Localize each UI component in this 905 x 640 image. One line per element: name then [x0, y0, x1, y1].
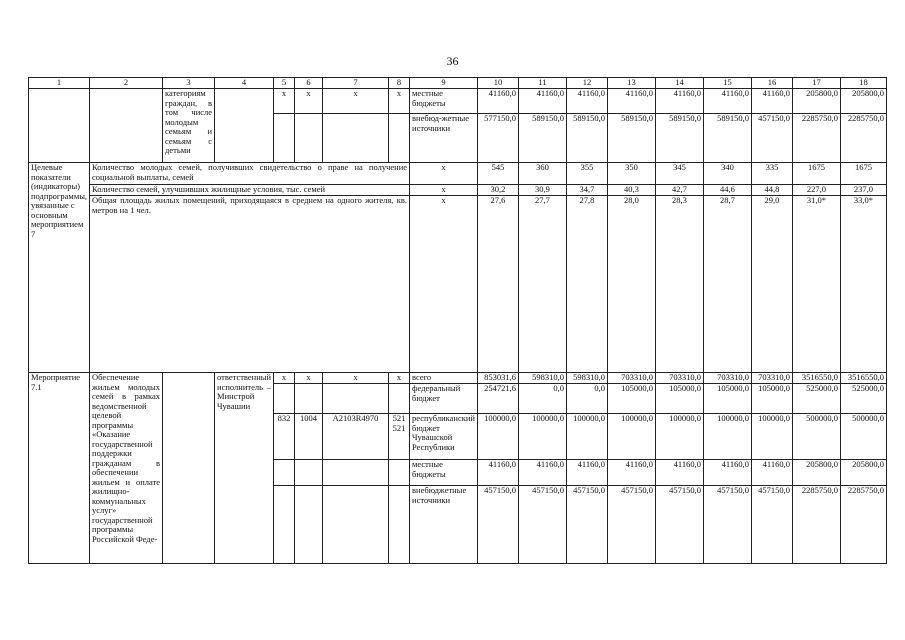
- indicator-value: 28,0: [607, 196, 655, 373]
- value-cell: 703310,0: [703, 373, 751, 384]
- code-cell: x: [323, 373, 389, 384]
- value-cell: 41160,0: [703, 460, 751, 486]
- value-cell: 41160,0: [477, 89, 518, 114]
- indicator-x: x: [410, 185, 478, 196]
- value-cell: 41160,0: [477, 460, 518, 486]
- value-cell: 703310,0: [655, 373, 703, 384]
- value-cell: 589150,0: [518, 114, 566, 163]
- code-cell: [274, 460, 295, 486]
- column-number: 10: [477, 78, 518, 89]
- funding-source: федеральный бюджет: [410, 384, 478, 414]
- empty-cell: [163, 373, 215, 564]
- column-number: 4: [215, 78, 274, 89]
- value-cell: 457150,0: [751, 114, 792, 163]
- value-cell: 589150,0: [607, 114, 655, 163]
- executor-cell: [215, 89, 274, 163]
- code-cell: [389, 384, 410, 414]
- grbs-code: 832: [274, 414, 295, 460]
- indicator-value: 44,6: [703, 185, 751, 196]
- value-cell: 703310,0: [751, 373, 792, 384]
- funding-source: местные бюджеты: [410, 460, 478, 486]
- value-cell: 457150,0: [607, 486, 655, 564]
- value-cell: 100000,0: [566, 414, 607, 460]
- indicator-value: 237,0: [840, 185, 886, 196]
- measure-name: Обеспечение жильем молодых семей в рамках ведомственной целевой программы «Оказание государственной поддержки гражданам в обеспечении жильем и оплате жилищно-коммунальных услуг» государственной программы Российской Феде-: [90, 373, 163, 564]
- value-cell: 100000,0: [518, 414, 566, 460]
- value-cell: 2285750,0: [792, 486, 840, 564]
- value-cell: 100000,0: [703, 414, 751, 460]
- value-cell: 525000,0: [792, 384, 840, 414]
- code-cell: x: [295, 373, 323, 384]
- code-cell: [323, 114, 389, 163]
- code-cell: x: [389, 89, 410, 114]
- column-number: 15: [703, 78, 751, 89]
- value-cell: 100000,0: [607, 414, 655, 460]
- funding-source: местные бюджеты: [410, 89, 478, 114]
- column-number: 16: [751, 78, 792, 89]
- indicator-value: 340: [703, 163, 751, 185]
- indicator-value: 44,8: [751, 185, 792, 196]
- code-cell: x: [274, 373, 295, 384]
- column-number: 13: [607, 78, 655, 89]
- indicator-value: 30,2: [477, 185, 518, 196]
- column-number: 7: [323, 78, 389, 89]
- column-number: 9: [410, 78, 478, 89]
- code-cell: [323, 486, 389, 564]
- value-cell: 703310,0: [607, 373, 655, 384]
- value-cell: 205800,0: [840, 460, 886, 486]
- value-cell: 589150,0: [703, 114, 751, 163]
- indicator-value: 1675: [792, 163, 840, 185]
- value-cell: 100000,0: [751, 414, 792, 460]
- value-cell: 105000,0: [703, 384, 751, 414]
- indicator-value: 345: [655, 163, 703, 185]
- value-cell: 41160,0: [566, 89, 607, 114]
- funding-source: внебюджетные источники: [410, 486, 478, 564]
- column-number: 12: [566, 78, 607, 89]
- program-table: [28, 77, 887, 564]
- indicator-value: 27,6: [477, 196, 518, 373]
- code-cell: [274, 114, 295, 163]
- code-cell: x: [295, 89, 323, 114]
- indicator-value: 360: [518, 163, 566, 185]
- value-cell: 41160,0: [607, 460, 655, 486]
- value-cell: 100000,0: [477, 414, 518, 460]
- indicator-value: 28,3: [655, 196, 703, 373]
- measure-row: [29, 373, 887, 384]
- value-cell: 457150,0: [518, 486, 566, 564]
- indicator-value: 1675: [840, 163, 886, 185]
- continuation-cell: [29, 89, 90, 163]
- value-cell: 41160,0: [518, 460, 566, 486]
- indicator-value: 40,3: [607, 185, 655, 196]
- code-cell: [389, 486, 410, 564]
- value-cell: 500000,0: [792, 414, 840, 460]
- value-cell: 589150,0: [655, 114, 703, 163]
- indicators-label: Целевые показатели (индикаторы) подпрограммы, увязанные с основным мероприятием 7: [29, 163, 90, 373]
- code-cell: [295, 114, 323, 163]
- indicator-row: [29, 196, 887, 373]
- value-cell: 457150,0: [566, 486, 607, 564]
- code-cell: [274, 384, 295, 414]
- indicator-value: 28,7: [703, 196, 751, 373]
- value-cell: 589150,0: [566, 114, 607, 163]
- code-cell: [295, 384, 323, 414]
- value-cell: 41160,0: [607, 89, 655, 114]
- value-cell: 100000,0: [655, 414, 703, 460]
- value-cell: 598310,0: [518, 373, 566, 384]
- table-body: [29, 78, 887, 564]
- indicator-x: x: [410, 196, 478, 373]
- indicator-value: 29,0: [751, 196, 792, 373]
- code-cell: [295, 460, 323, 486]
- column-number: 17: [792, 78, 840, 89]
- target-group: категориям граждан, в том числе молодым семьям и семьям с детьми: [163, 89, 215, 163]
- indicator-name: Количество семей, улучшивших жилищные условия, тыс. семей: [90, 185, 410, 196]
- value-cell: 41160,0: [703, 89, 751, 114]
- indicator-value: 31,0*: [792, 196, 840, 373]
- code-cell: x: [389, 373, 410, 384]
- indicator-name: Количество молодых семей, получивших свидетельство о праве на получение социальной выплаты, семей: [90, 163, 410, 185]
- funding-source: всего: [410, 373, 478, 384]
- continuation-cell: [90, 89, 163, 163]
- indicator-value: 355: [566, 163, 607, 185]
- value-cell: 41160,0: [655, 460, 703, 486]
- value-cell: 205800,0: [840, 89, 886, 114]
- indicator-value: 27,7: [518, 196, 566, 373]
- value-cell: 205800,0: [792, 460, 840, 486]
- value-cell: 500000,0: [840, 414, 886, 460]
- table-row: [29, 89, 887, 114]
- column-number: 1: [29, 78, 90, 89]
- indicator-value: 42,7: [655, 185, 703, 196]
- value-cell: 41160,0: [566, 460, 607, 486]
- value-cell: 0,0: [518, 384, 566, 414]
- header-row: [29, 78, 887, 89]
- code-cell: x: [274, 89, 295, 114]
- value-cell: 457150,0: [751, 486, 792, 564]
- value-cell: 2285750,0: [840, 114, 886, 163]
- column-number: 2: [90, 78, 163, 89]
- indicator-value: 350: [607, 163, 655, 185]
- executor: ответственный исполнитель – Минстрой Чувашии: [215, 373, 274, 564]
- value-cell: 525000,0: [840, 384, 886, 414]
- value-cell: 41160,0: [655, 89, 703, 114]
- measure-label: Мероприятие 7.1: [29, 373, 90, 564]
- value-cell: 3516550,0: [792, 373, 840, 384]
- indicator-value: 335: [751, 163, 792, 185]
- value-cell: 457150,0: [703, 486, 751, 564]
- value-cell: 205800,0: [792, 89, 840, 114]
- code-cell: [389, 114, 410, 163]
- indicator-value: 30,9: [518, 185, 566, 196]
- code-cell: [295, 486, 323, 564]
- column-number: 8: [389, 78, 410, 89]
- code-cell: [323, 384, 389, 414]
- column-number: 14: [655, 78, 703, 89]
- code-cell: [389, 460, 410, 486]
- code-cell: [274, 486, 295, 564]
- funding-source: внебюд-жетные источники: [410, 114, 478, 163]
- value-cell: 598310,0: [566, 373, 607, 384]
- value-cell: 41160,0: [751, 89, 792, 114]
- csr-code: A2103R4970: [323, 414, 389, 460]
- value-cell: 105000,0: [607, 384, 655, 414]
- value-cell: 3516550,0: [840, 373, 886, 384]
- code-cell: x: [323, 89, 389, 114]
- value-cell: 41160,0: [518, 89, 566, 114]
- column-number: 11: [518, 78, 566, 89]
- value-cell: 105000,0: [751, 384, 792, 414]
- indicator-value: 227,0: [792, 185, 840, 196]
- value-cell: 254721,6: [477, 384, 518, 414]
- column-number: 5: [274, 78, 295, 89]
- indicator-row: [29, 163, 887, 185]
- indicator-name: Общая площадь жилых помещений, приходящаяся в среднем на одного жителя, кв. метров на 1 чел.: [90, 196, 410, 373]
- indicator-x: x: [410, 163, 478, 185]
- value-cell: 41160,0: [751, 460, 792, 486]
- value-cell: 2285750,0: [792, 114, 840, 163]
- value-cell: 577150,0: [477, 114, 518, 163]
- value-cell: 457150,0: [655, 486, 703, 564]
- indicator-value: 545: [477, 163, 518, 185]
- rzpr-code: 1004: [295, 414, 323, 460]
- value-cell: 457150,0: [477, 486, 518, 564]
- column-number: 3: [163, 78, 215, 89]
- funding-source: республиканский бюджет Чувашской Республики: [410, 414, 478, 460]
- column-number: 18: [840, 78, 886, 89]
- indicator-row: [29, 185, 887, 196]
- indicator-value: 34,7: [566, 185, 607, 196]
- indicator-value: 33,0*: [840, 196, 886, 373]
- column-number: 6: [295, 78, 323, 89]
- value-cell: 0,0: [566, 384, 607, 414]
- value-cell: 2285750,0: [840, 486, 886, 564]
- value-cell: 105000,0: [655, 384, 703, 414]
- value-cell: 853031,6: [477, 373, 518, 384]
- page-number: 36: [446, 54, 459, 68]
- indicator-value: 27,8: [566, 196, 607, 373]
- vr-code: 521 521: [389, 414, 410, 460]
- code-cell: [323, 460, 389, 486]
